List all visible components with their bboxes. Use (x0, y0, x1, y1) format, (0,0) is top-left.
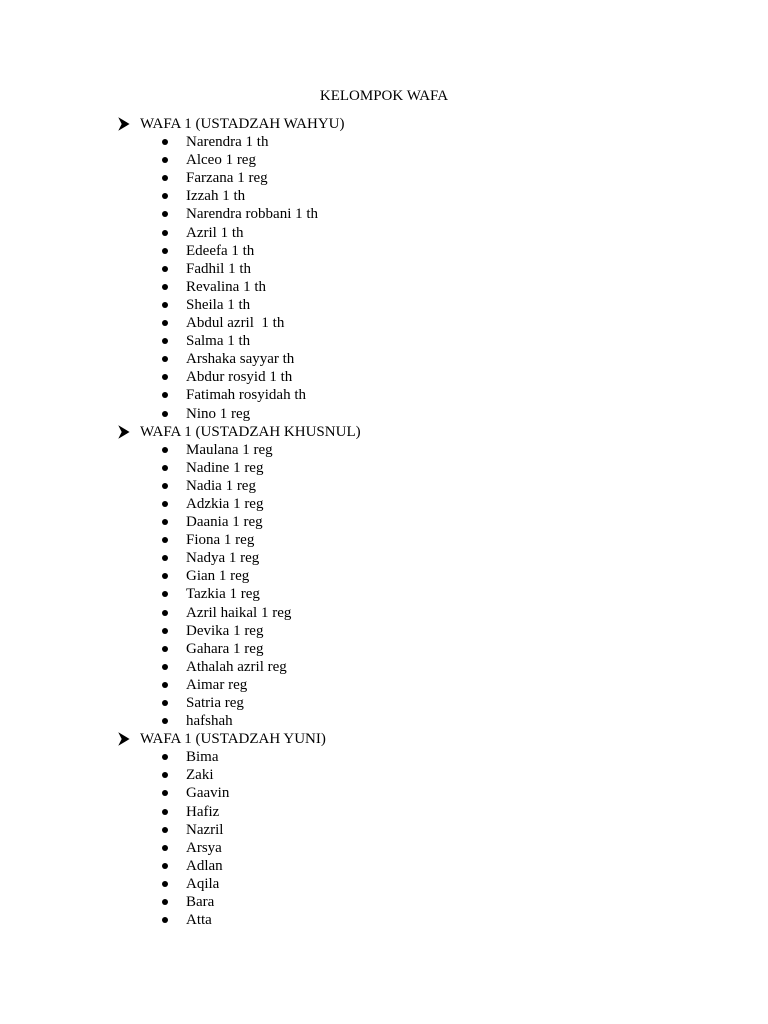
member-name: Izzah 1 th (186, 188, 246, 205)
member-name: Abdur rosyid 1 th (186, 369, 293, 386)
round-bullet-icon (162, 610, 168, 616)
list-item (118, 187, 718, 205)
list-item (118, 676, 718, 694)
round-bullet-icon (162, 899, 168, 905)
list-item (118, 477, 718, 495)
member-name: Aqila (186, 875, 220, 892)
list-item (118, 893, 718, 911)
round-bullet-icon (162, 591, 168, 597)
member-name: Devika 1 reg (186, 622, 264, 639)
list-item (118, 911, 718, 929)
member-name: Gahara 1 reg (186, 640, 264, 657)
list-item (118, 712, 718, 730)
list-item (118, 314, 718, 332)
member-name: Fiona 1 reg (186, 532, 255, 549)
round-bullet-icon (162, 447, 168, 453)
round-bullet-icon (162, 809, 168, 815)
list-item (118, 513, 718, 531)
round-bullet-icon (162, 628, 168, 634)
list-item (118, 205, 718, 223)
member-list (118, 133, 718, 423)
group-yuni (118, 730, 718, 929)
round-bullet-icon (162, 320, 168, 326)
list-item (118, 640, 718, 658)
round-bullet-icon (162, 230, 168, 236)
document-body (118, 115, 718, 929)
round-bullet-icon (162, 338, 168, 344)
group-khusnul (118, 423, 718, 731)
round-bullet-icon (162, 411, 168, 417)
member-name: Bima (186, 749, 219, 766)
round-bullet-icon (162, 881, 168, 887)
member-name: Fatimah rosyidah th (186, 387, 306, 404)
list-item (118, 368, 718, 386)
document-title: KELOMPOK WAFA (319, 88, 449, 104)
round-bullet-icon (162, 356, 168, 362)
member-name: Alceo 1 reg (186, 152, 256, 169)
round-bullet-icon (162, 917, 168, 923)
member-name: Maulana 1 reg (186, 441, 273, 458)
round-bullet-icon (162, 193, 168, 199)
list-item (118, 549, 718, 567)
list-item (118, 694, 718, 712)
round-bullet-icon (162, 266, 168, 272)
list-item (118, 784, 718, 802)
round-bullet-icon (162, 175, 168, 181)
round-bullet-icon (162, 664, 168, 670)
group-wahyu (118, 115, 718, 423)
list-item (118, 622, 718, 640)
list-item (118, 495, 718, 513)
list-item (118, 585, 718, 603)
member-name: Azril haikal 1 reg (186, 604, 292, 621)
list-item (118, 386, 718, 404)
arrowhead-bullet-icon (118, 425, 130, 439)
member-name: Adzkia 1 reg (186, 495, 264, 512)
round-bullet-icon (162, 790, 168, 796)
member-name: hafshah (186, 713, 233, 730)
round-bullet-icon (162, 682, 168, 688)
list-item (118, 531, 718, 549)
round-bullet-icon (162, 845, 168, 851)
list-item (118, 766, 718, 784)
list-item (118, 839, 718, 857)
member-name: Nazril (186, 821, 224, 838)
round-bullet-icon (162, 863, 168, 869)
round-bullet-icon (162, 827, 168, 833)
member-name: Nino 1 reg (186, 405, 251, 422)
round-bullet-icon (162, 248, 168, 254)
member-name: Arsya (186, 839, 222, 856)
member-name: Hafiz (186, 803, 220, 820)
list-item (118, 803, 718, 821)
round-bullet-icon (162, 646, 168, 652)
list-item (118, 133, 718, 151)
round-bullet-icon (162, 374, 168, 380)
round-bullet-icon (162, 754, 168, 760)
member-name: Narendra robbani 1 th (186, 206, 319, 223)
list-item (118, 441, 718, 459)
member-name: Daania 1 reg (186, 514, 263, 531)
list-item (118, 604, 718, 622)
member-name: Salma 1 th (186, 333, 251, 350)
member-name: Athalah azril reg (186, 658, 287, 675)
member-name: Sheila 1 th (186, 296, 251, 313)
member-name: Tazkia 1 reg (186, 586, 260, 603)
round-bullet-icon (162, 501, 168, 507)
group-label: WAFA 1 (USTADZAH WAHYU) (140, 116, 345, 132)
member-name: Azril 1 th (186, 224, 244, 241)
group-heading (118, 115, 718, 133)
group-label: WAFA 1 (USTADZAH KHUSNUL) (140, 423, 361, 440)
list-item (118, 260, 718, 278)
round-bullet-icon (162, 211, 168, 217)
round-bullet-icon (162, 392, 168, 398)
member-name: Revalina 1 th (186, 278, 266, 295)
member-name: Gaavin (186, 785, 230, 802)
arrowhead-bullet-icon (118, 117, 130, 131)
round-bullet-icon (162, 139, 168, 145)
member-name: Satria reg (186, 695, 244, 711)
list-item (118, 224, 718, 242)
round-bullet-icon (162, 573, 168, 579)
round-bullet-icon (162, 302, 168, 308)
member-name: Atta (186, 912, 212, 929)
list-item (118, 875, 718, 893)
round-bullet-icon (162, 772, 168, 778)
list-item (118, 296, 718, 314)
member-name: Nadine 1 reg (186, 459, 264, 476)
list-item (118, 748, 718, 766)
round-bullet-icon (162, 483, 168, 489)
list-item (118, 278, 718, 296)
list-item (118, 821, 718, 839)
member-name: Zaki (186, 767, 214, 784)
round-bullet-icon (162, 700, 168, 706)
group-heading (118, 730, 718, 748)
round-bullet-icon (162, 555, 168, 561)
member-name: Fadhil 1 th (186, 260, 252, 277)
arrowhead-bullet-icon (118, 732, 130, 746)
group-label: WAFA 1 (USTADZAH YUNI) (140, 731, 326, 748)
round-bullet-icon (162, 718, 168, 724)
list-item (118, 567, 718, 585)
member-name: Gian 1 reg (186, 568, 250, 585)
round-bullet-icon (162, 537, 168, 543)
member-list (118, 441, 718, 731)
list-item (118, 169, 718, 187)
member-name: Narendra 1 th (186, 134, 269, 151)
list-item (118, 857, 718, 875)
list-item (118, 350, 718, 368)
list-item (118, 405, 718, 423)
list-item (118, 332, 718, 350)
group-heading (118, 423, 718, 441)
round-bullet-icon (162, 157, 168, 163)
round-bullet-icon (162, 284, 168, 290)
list-item (118, 459, 718, 477)
member-name: Aimar reg (186, 676, 248, 693)
member-name: Nadya 1 reg (186, 550, 260, 567)
round-bullet-icon (162, 465, 168, 471)
member-name: Farzana 1 reg (186, 170, 268, 187)
list-item (118, 658, 718, 676)
list-item (118, 242, 718, 260)
member-list (118, 748, 718, 929)
member-name: Arshaka sayyar th (186, 351, 295, 368)
round-bullet-icon (162, 519, 168, 525)
member-name: Edeefa 1 th (186, 242, 255, 259)
member-name: Abdul azril 1 th (186, 315, 285, 332)
member-name: Adlan (186, 857, 223, 874)
member-name: Bara (186, 894, 215, 911)
member-name: Nadia 1 reg (186, 477, 256, 494)
list-item (118, 151, 718, 169)
